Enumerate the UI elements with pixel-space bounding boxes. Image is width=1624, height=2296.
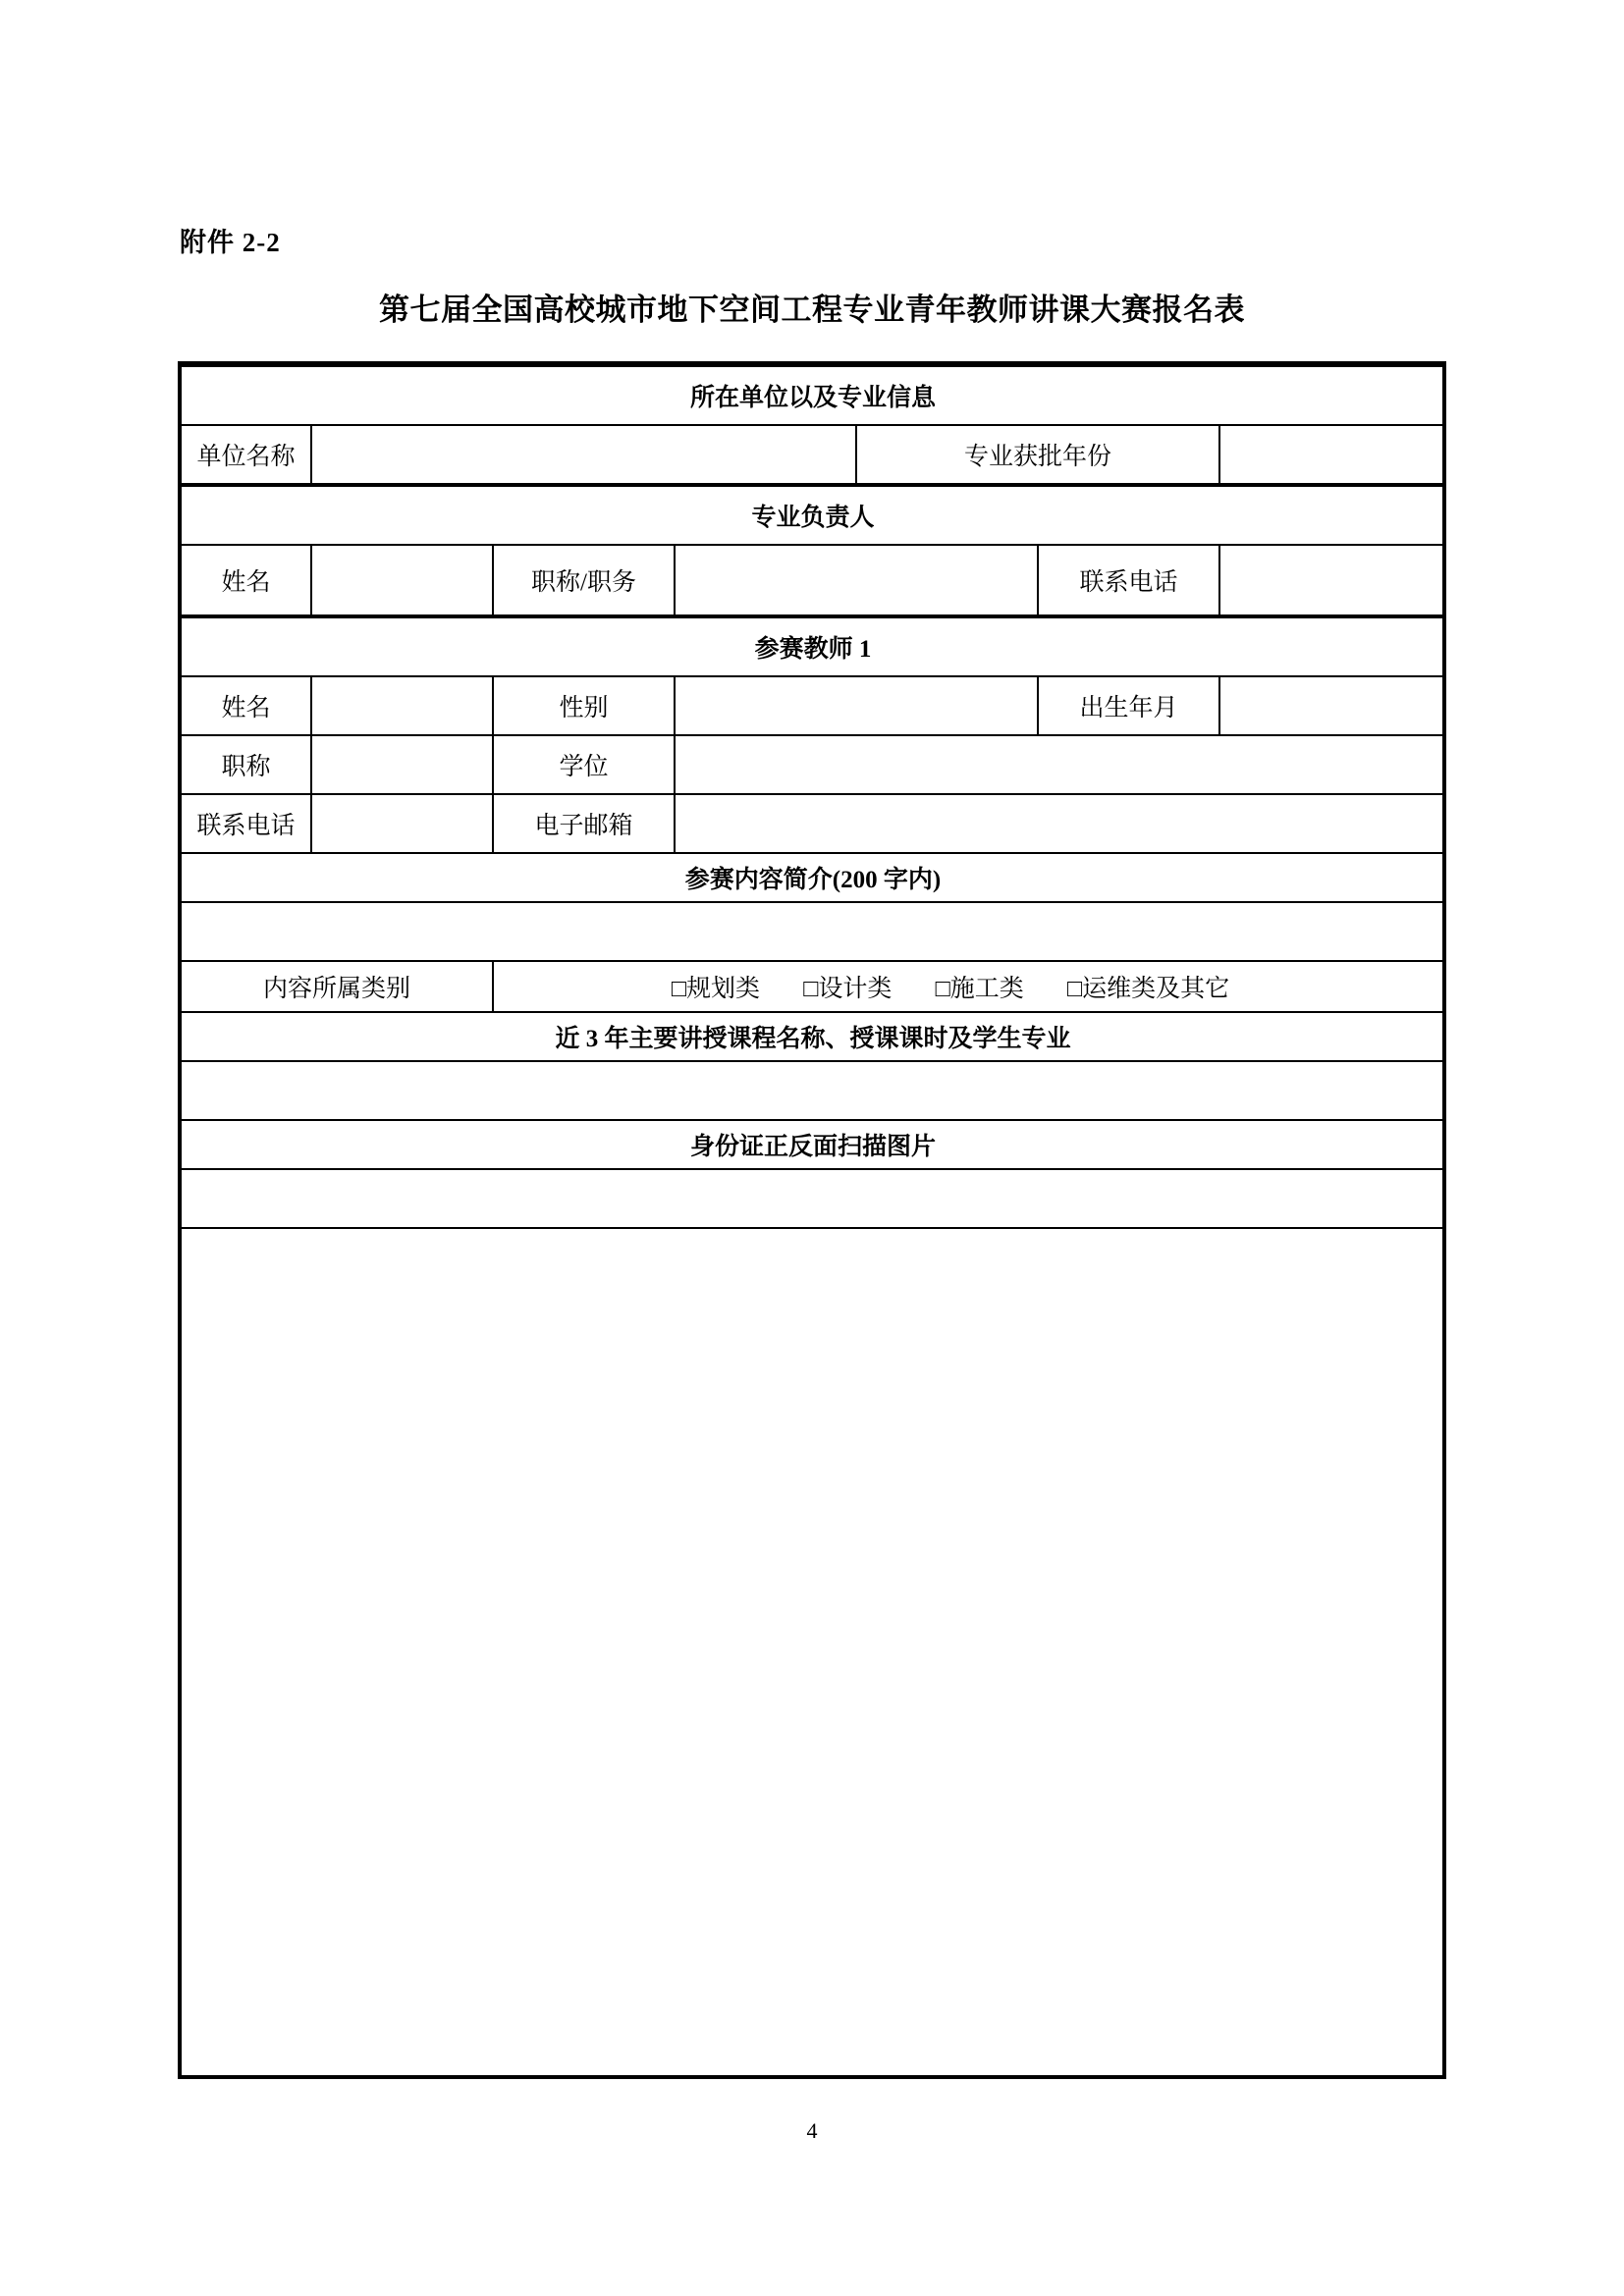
label-unit-name: 单位名称 [181, 425, 311, 485]
field-major-approval-year[interactable] [1219, 425, 1445, 485]
field-teacher-name[interactable] [311, 676, 493, 735]
checkbox-construction[interactable]: □施工类 [935, 976, 1024, 1002]
label-leader-phone: 联系电话 [1038, 545, 1219, 616]
field-leader-title[interactable] [675, 545, 1038, 616]
heading-id-scan: 身份证正反面扫描图片 [181, 1120, 1445, 1169]
label-teacher-gender: 性别 [493, 676, 675, 735]
label-major-approval-year: 专业获批年份 [856, 425, 1219, 485]
label-teacher-email: 电子邮箱 [493, 794, 675, 853]
field-teacher-degree[interactable] [675, 735, 1445, 794]
checkbox-planning[interactable]: □规划类 [671, 976, 761, 1002]
checkbox-design[interactable]: □设计类 [803, 976, 893, 1002]
content-category-options [493, 961, 1445, 1012]
checkbox-operation-other[interactable]: □运维类及其它 [1066, 976, 1230, 1002]
field-unit-name[interactable] [311, 425, 856, 485]
label-teacher-birth: 出生年月 [1038, 676, 1219, 735]
label-teacher-phone: 联系电话 [181, 794, 311, 853]
heading-recent-courses: 近 3 年主要讲授课程名称、授课课时及学生专业 [181, 1012, 1445, 1061]
field-teacher-gender[interactable] [675, 676, 1038, 735]
page-title: 第七届全国高校城市地下空间工程专业青年教师讲课大赛报名表 [379, 293, 1245, 327]
field-leader-phone[interactable] [1219, 545, 1445, 616]
heading-content-intro: 参赛内容简介(200 字内) [181, 853, 1445, 902]
label-teacher-degree: 学位 [493, 735, 675, 794]
field-teacher-phone[interactable] [311, 794, 493, 853]
label-content-category: 内容所属类别 [181, 961, 493, 1012]
label-leader-name: 姓名 [181, 545, 311, 616]
section-heading-teacher1: 参赛教师 1 [181, 616, 1445, 676]
field-teacher-email[interactable] [675, 794, 1445, 853]
field-recent-courses[interactable] [181, 1061, 1445, 1120]
section-heading-major-leader: 专业负责人 [181, 485, 1445, 545]
field-id-scan[interactable] [181, 1169, 1445, 1228]
attachment-label: 附件 2-2 [180, 228, 281, 257]
registration-form-table [180, 363, 1446, 1229]
field-leader-name[interactable] [311, 545, 493, 616]
label-teacher-title: 职称 [181, 735, 311, 794]
field-content-intro[interactable] [181, 902, 1445, 961]
label-teacher-name: 姓名 [181, 676, 311, 735]
field-teacher-title[interactable] [311, 735, 493, 794]
label-leader-title: 职称/职务 [493, 545, 675, 616]
page-number: 4 [806, 2118, 818, 2143]
section-heading-unit-info: 所在单位以及专业信息 [181, 365, 1445, 425]
field-teacher-birth[interactable] [1219, 676, 1445, 735]
